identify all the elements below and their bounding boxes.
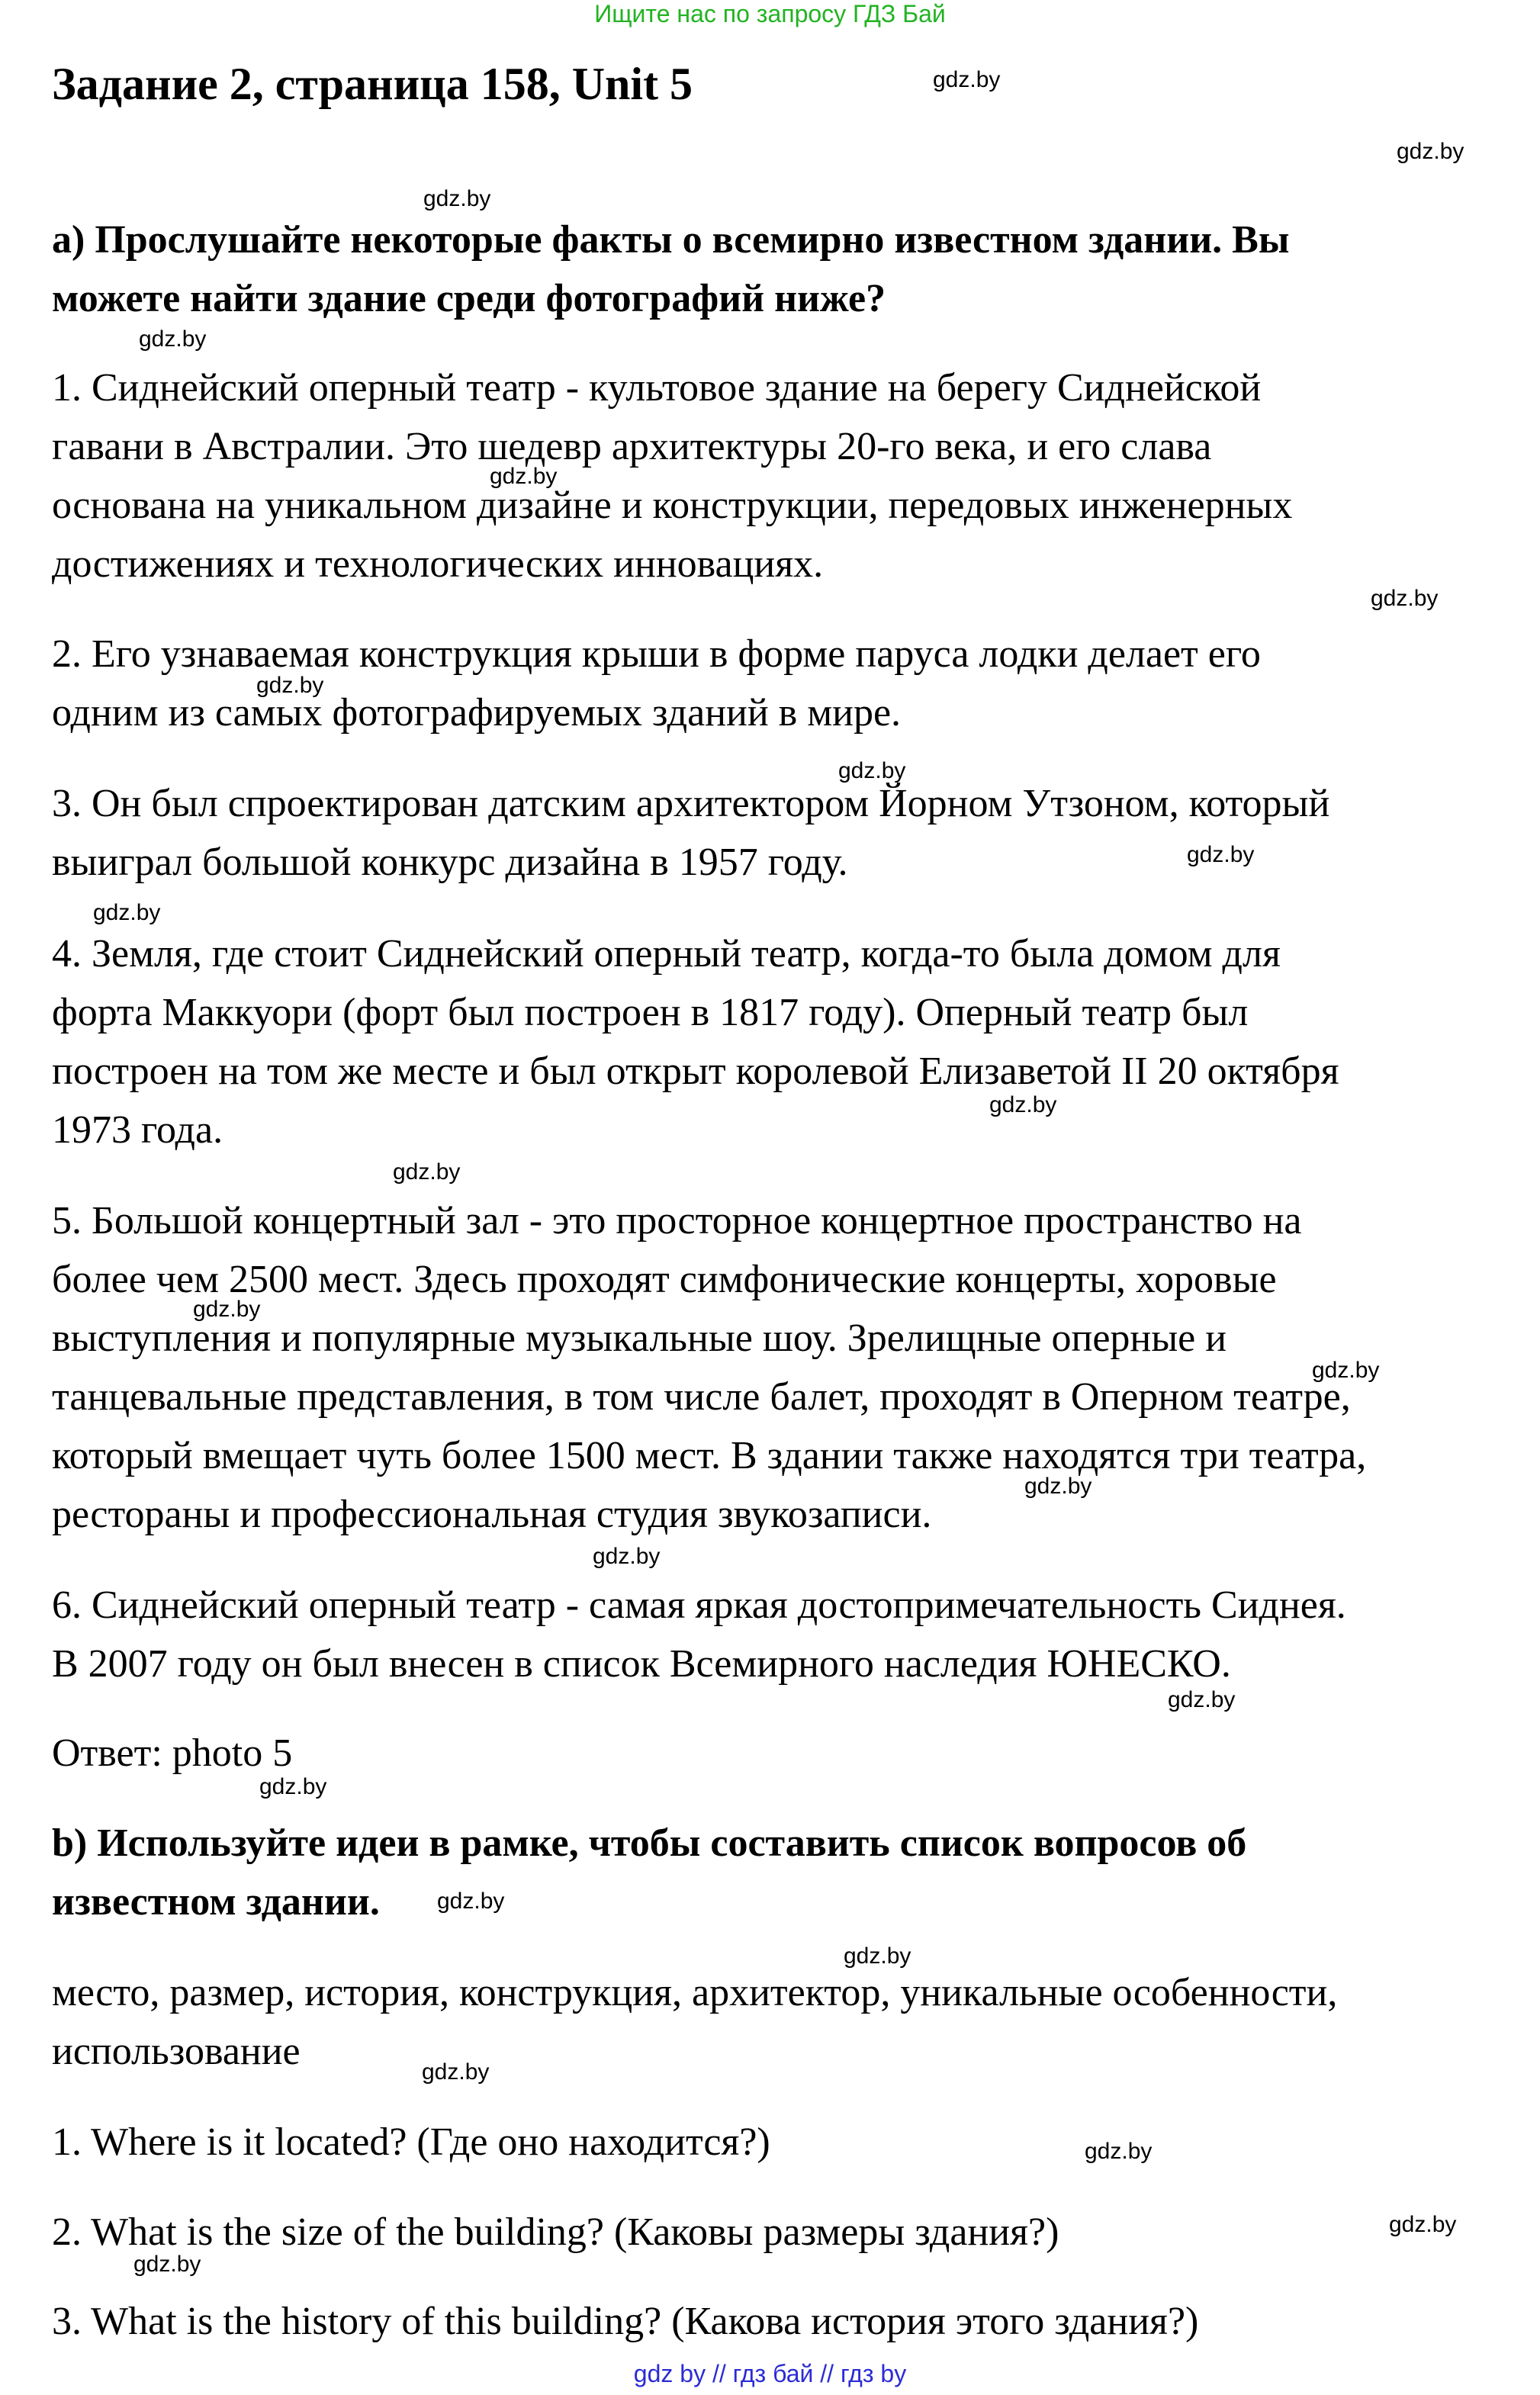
watermark: gdz.by (1397, 139, 1464, 164)
task-b-line: известном здании. (52, 1880, 380, 1924)
task-a-heading (52, 211, 1539, 328)
watermark: gdz.by (1371, 586, 1439, 611)
watermark: gdz.by (933, 67, 1001, 92)
question-text: 1. Where is it located? (Где оно находится?) (52, 2120, 770, 2164)
bottom-banner[interactable]: gdz by // гдз бай // гдз by (633, 2360, 907, 2387)
watermark: gdz.by (256, 673, 324, 698)
watermark: gdz.by (1085, 2139, 1153, 2164)
fact-line: 3. Он был спроектирован датским архитектором Йорном Утзоном, который (52, 782, 1330, 825)
watermark: gdz.by (437, 1889, 505, 1914)
fact-line: 4. Земля, где стоит Сиднейский оперный театр, когда-то была домом для (52, 932, 1281, 976)
watermark: gdz.by (1312, 1358, 1380, 1383)
fact-line: гавани в Австралии. Это шедевр архитектуры 20-го века, и его слава (52, 425, 1212, 468)
ideas-line: использование (52, 2030, 301, 2073)
fact-line: форта Маккуори (форт был построен в 1817 году). Оперный театр был (52, 991, 1249, 1034)
fact-line: 6. Сиднейский оперный театр - самая яркая достопримечательность Сиднея. (52, 1583, 1346, 1627)
question-text: 2. What is the size of the building? (Каковы размеры здания?) (52, 2210, 1059, 2254)
watermark: gdz.by (139, 326, 207, 352)
fact-line: 2. Его узнаваемая конструкция крыши в форме паруса лодки делает его (52, 632, 1261, 676)
fact-1 (52, 358, 1539, 593)
top-banner[interactable]: Ищите нас по запросу ГДЗ Бай (594, 0, 946, 27)
fact-line: танцевальные представления, в том числе балет, проходят в Оперном театре, (52, 1375, 1351, 1419)
fact-4 (52, 924, 1539, 1159)
watermark: gdz.by (838, 758, 906, 783)
fact-6 (52, 1576, 1539, 1693)
question-3 (52, 2292, 1539, 2351)
fact-3 (52, 774, 1539, 892)
watermark: gdz.by (844, 1943, 911, 1969)
watermark: gdz.by (1168, 1687, 1236, 1712)
question-2 (52, 2203, 1539, 2262)
watermark: gdz.by (422, 2059, 490, 2085)
watermark: gdz.by (93, 900, 161, 925)
task-a-line: можете найти здание среди фотографий ниже? (52, 277, 886, 320)
fact-line: выступления и популярные музыкальные шоу. Зрелищные оперные и (52, 1316, 1227, 1360)
question-text: 3. What is the history of this building? (Какова история этого здания?) (52, 2300, 1199, 2343)
fact-line: выиграл большой конкурс дизайна в 1957 году. (52, 841, 848, 884)
fact-line: основана на уникальном дизайне и конструкции, передовых инженерных (52, 484, 1293, 527)
watermark: gdz.by (1024, 1474, 1092, 1499)
watermark: gdz.by (1187, 842, 1255, 867)
watermark: gdz.by (133, 2252, 201, 2277)
fact-line: одним из самых фотографируемых зданий в мире. (52, 691, 902, 735)
watermark: gdz.by (193, 1297, 261, 1322)
task-a-line: а) Прослушайте некоторые факты о всемирно известном здании. Вы (52, 218, 1290, 262)
fact-line: построен на том же месте и был открыт королевой Елизаветой II 20 октября (52, 1050, 1339, 1093)
ideas-line: место, размер, история, конструкция, архитектор, уникальные особенности, (52, 1971, 1338, 2014)
page-title: Задание 2, страница 158, Unit 5 (52, 59, 693, 109)
fact-line: который вмещает чуть более 1500 мест. В здании также находятся три театра, (52, 1434, 1367, 1477)
watermark: gdz.by (259, 1774, 327, 1799)
watermark: gdz.by (989, 1092, 1057, 1117)
watermark: gdz.by (593, 1544, 661, 1569)
fact-line: достижениях и технологических инновациях. (52, 542, 824, 586)
ideas-list (52, 1963, 1539, 2081)
answer-text: Ответ: photo 5 (52, 1731, 293, 1775)
task-b-heading (52, 1814, 1539, 1931)
watermark: gdz.by (490, 464, 558, 489)
fact-line: В 2007 году он был внесен в список Всемирного наследия ЮНЕСКО. (52, 1642, 1231, 1686)
fact-line: 1. Сиднейский оперный театр - культовое здание на берегу Сиднейской (52, 366, 1262, 410)
question-1 (52, 2113, 1539, 2172)
watermark: gdz.by (1389, 2212, 1457, 2237)
watermark: gdz.by (393, 1159, 461, 1185)
fact-line: 5. Большой концертный зал - это просторное концертное пространство на (52, 1199, 1302, 1243)
fact-line: 1973 года. (52, 1108, 223, 1152)
fact-line: рестораны и профессиональная студия звукозаписи. (52, 1493, 932, 1536)
task-b-line: b) Используйте идеи в рамке, чтобы составить список вопросов об (52, 1821, 1247, 1865)
watermark: gdz.by (423, 186, 491, 211)
fact-line: более чем 2500 мест. Здесь проходят симфонические концерты, хоровые (52, 1258, 1277, 1301)
